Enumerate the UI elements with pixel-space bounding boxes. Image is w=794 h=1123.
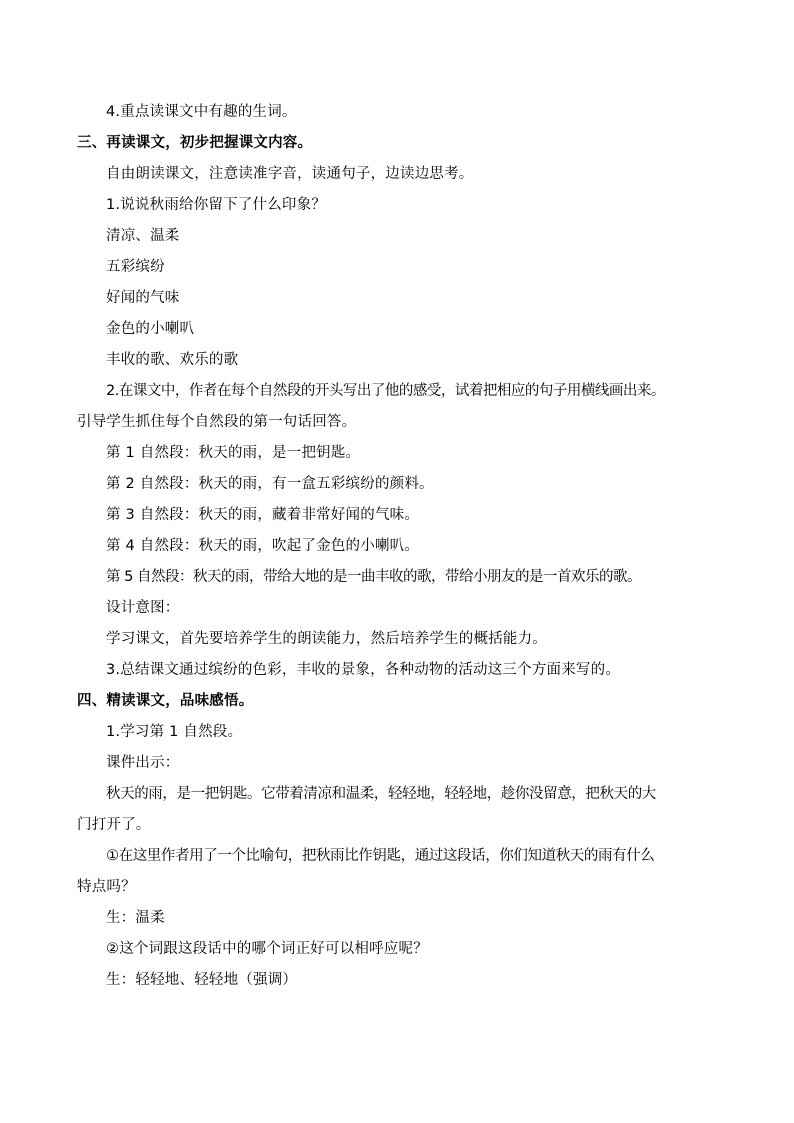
quoted-passage-continuation: 门打开了。 [77,817,151,833]
section-heading-4: 四、精读课文，品味感悟。 [77,693,254,709]
question-2: 2.在课文中，作者在每个自然段的开头写出了他的感受，试着把相应的句子用横线画出来。 [106,383,665,399]
question-2-continuation: 引导学生抓住每个自然段的第一句话回答。 [77,414,357,430]
courseware-label: 课件出示： [106,755,180,771]
answer-line: 丰收的歌、欢乐的歌 [106,352,239,368]
question-1: 1.说说秋雨给你留下了什么印象？ [106,197,327,213]
answer-line: 金色的小喇叭 [106,321,195,337]
study-paragraph-1: 1.学习第 1 自然段。 [106,724,243,740]
teacher-question-1: ①在这里作者用了一个比喻句，把秋雨比作钥匙，通过这段话，你们知道秋天的雨有什么 [106,848,655,864]
answer-line: 好闻的气味 [106,290,180,306]
paragraph-summary-1: 第 1 自然段：秋天的雨，是一把钥匙。 [106,445,361,461]
answer-line: 五彩缤纷 [106,259,165,275]
paragraph-summary-2: 第 2 自然段：秋天的雨，有一盒五彩缤纷的颜料。 [106,476,434,492]
list-item-4-read-new-words: 4.重点读课文中有趣的生词。 [106,104,297,120]
paragraph-summary-4: 第 4 自然段：秋天的雨，吹起了金色的小喇叭。 [106,538,420,554]
paragraph-summary-5: 第 5 自然段：秋天的雨，带给大地的是一曲丰收的歌，带给小朋友的是一首欢乐的歌。 [106,569,641,585]
quoted-passage: 秋天的雨，是一把钥匙。它带着清凉和温柔，轻轻地，轻轻地，趁你没留意，把秋天的大 [106,786,656,802]
student-answer-2: 生：轻轻地、轻轻地（强调） [106,972,298,988]
section-heading-3: 三、再读课文，初步把握课文内容。 [77,135,313,151]
paragraph-summary-3: 第 3 自然段：秋天的雨，藏着非常好闻的气味。 [106,507,420,523]
design-intent-text: 学习课文，首先要培养学生的朗读能力，然后培养学生的概括能力。 [106,631,547,647]
answer-line: 清凉、温柔 [106,228,180,244]
student-answer-1: 生：温柔 [106,910,165,926]
teacher-question-2: ②这个词跟这段话中的哪个词正好可以相呼应呢？ [106,941,428,957]
teacher-question-1-continuation: 特点吗？ [77,879,136,895]
design-intent-label: 设计意图： [106,600,180,616]
question-3: 3.总结课文通过缤纷的色彩，丰收的景象，各种动物的活动这三个方面来写的。 [106,662,621,678]
paragraph-free-reading: 自由朗读课文，注意读准字音，读通句子，边读边思考。 [106,166,474,182]
